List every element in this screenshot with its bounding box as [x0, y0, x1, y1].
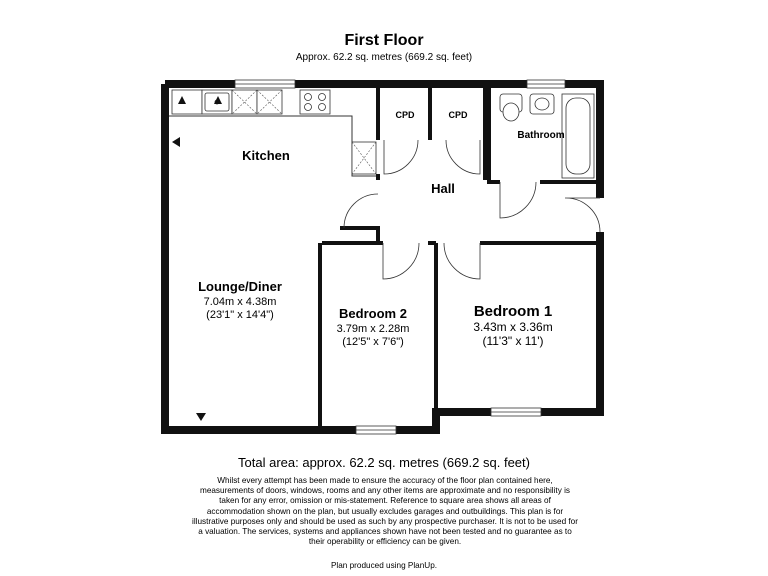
room-kitchen-name: Kitchen [242, 148, 290, 163]
credit-text: Plan produced using PlanUp. [330, 561, 438, 570]
room-lounge-imperial: (23'1" x 14'4") [206, 309, 274, 321]
room-cpd1-name: CPD [395, 110, 415, 120]
windows [235, 80, 565, 434]
disclaimer-text: Whilst every attempt has been made to ensure the accuracy of the floor plan contained here, measurements of doors, windows, rooms and any other items are approximate and no responsibility is taken for any error, omission or mis-statement. Reference to square area shows all areas of accommodation shown on the plan, but usually excludes garages and outbuildings. This plan is for illustrative purposes only and should be used as such by any prospective purchaser. It is not to be used for a valuation. The services, systems and appliances shown have not been tested and no guarantee as to their operability or efficiency can be given. [192, 476, 578, 547]
plan-title: First Floor [344, 32, 424, 49]
room-bathroom-name: Bathroom [517, 130, 565, 141]
room-lounge-metric: 7.04m x 4.38m [203, 296, 277, 308]
room-bedroom2-imperial: (12'5" x 7'6") [342, 336, 404, 348]
plan-subtitle: Approx. 62.2 sq. metres (669.2 sq. feet) [295, 52, 473, 63]
doors [344, 140, 600, 279]
room-hall-name: Hall [431, 181, 455, 196]
room-lounge-name: Lounge/Diner [198, 279, 282, 294]
room-cpd2-name: CPD [448, 110, 468, 120]
room-bedroom1-imperial: (11'3" x 11') [482, 334, 544, 348]
room-bedroom1-name: Bedroom 1 [473, 303, 553, 320]
kitchen-worktop [169, 116, 376, 176]
total-area: Total area: approx. 62.2 sq. metres (669.2 sq. feet) [238, 455, 530, 470]
room-bedroom1-metric: 3.43m x 3.36m [473, 320, 553, 334]
room-bedroom2-metric: 3.79m x 2.28m [336, 323, 410, 335]
room-bedroom2-name: Bedroom 2 [339, 306, 407, 321]
